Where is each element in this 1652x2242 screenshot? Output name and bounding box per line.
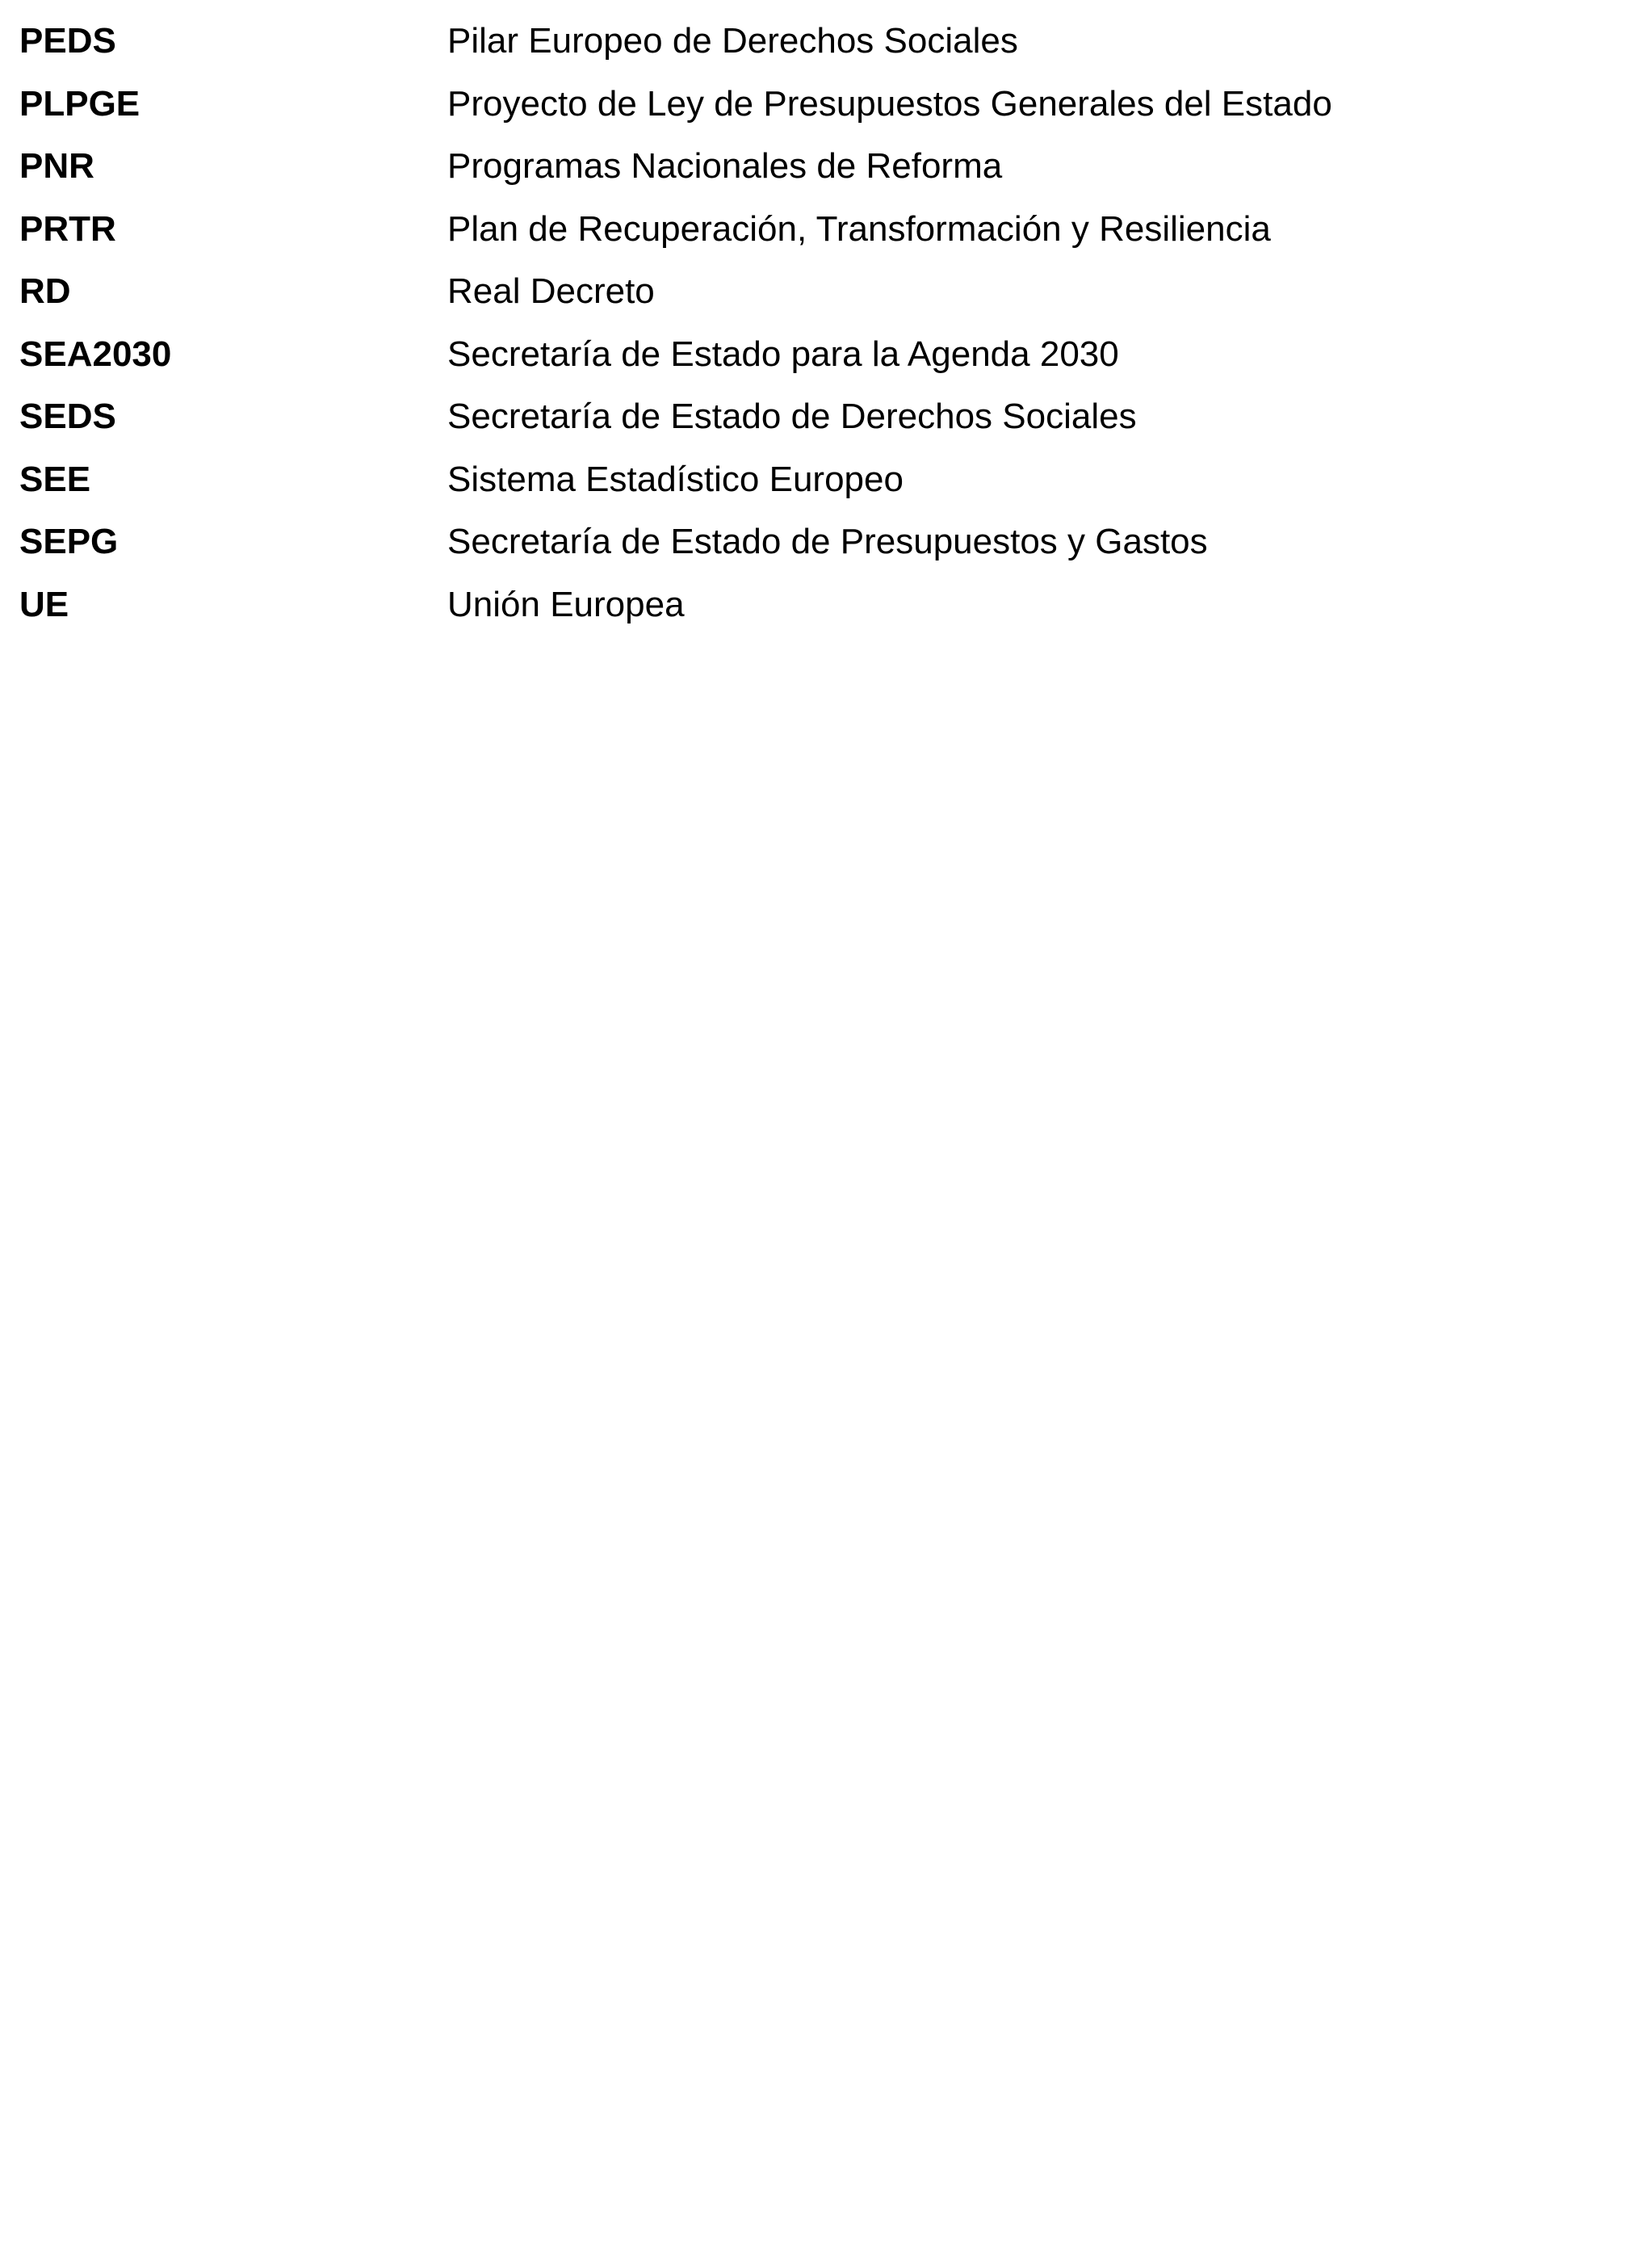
abbreviation-term: SEA2030 bbox=[19, 334, 172, 374]
glossary-row bbox=[19, 455, 1618, 518]
glossary-row bbox=[19, 330, 1618, 393]
glossary-row bbox=[19, 204, 1618, 267]
abbreviation-term: RD bbox=[19, 271, 71, 311]
glossary-row bbox=[19, 141, 1618, 204]
glossary-row bbox=[19, 392, 1618, 455]
glossary-row bbox=[19, 267, 1618, 330]
glossary-row bbox=[19, 580, 1618, 643]
abbreviation-term: PRTR bbox=[19, 208, 116, 249]
abbreviation-definition: Secretaría de Estado de Derechos Sociales bbox=[447, 397, 1137, 436]
abbreviation-term: SEPG bbox=[19, 522, 119, 561]
glossary-row bbox=[19, 517, 1618, 580]
abbreviation-definition: Programas Nacionales de Reforma bbox=[447, 146, 1003, 186]
abbreviation-term: UE bbox=[19, 584, 69, 624]
abbreviation-definition: Plan de Recuperación, Transformación y Resiliencia bbox=[447, 208, 1271, 249]
abbreviation-term: SEE bbox=[19, 459, 91, 499]
glossary-row bbox=[19, 79, 1618, 142]
abbreviation-definition: Secretaría de Estado de Presupuestos y Gastos bbox=[447, 522, 1208, 561]
abbreviation-definition: Proyecto de Ley de Presupuestos Generales del Estado bbox=[447, 83, 1332, 124]
abbreviation-term: PLPGE bbox=[19, 83, 140, 124]
glossary-row bbox=[19, 16, 1618, 79]
abbreviation-term: SEDS bbox=[19, 397, 116, 436]
abbreviation-definition: Pilar Europeo de Derechos Sociales bbox=[447, 21, 1018, 61]
abbreviation-definition: Real Decreto bbox=[447, 271, 655, 311]
abbreviation-term: PNR bbox=[19, 146, 94, 186]
abbreviation-definition: Unión Europea bbox=[447, 584, 685, 624]
abbreviation-list bbox=[19, 16, 1618, 642]
abbreviation-definition: Secretaría de Estado para la Agenda 2030 bbox=[447, 334, 1119, 374]
abbreviation-definition: Sistema Estadístico Europeo bbox=[447, 459, 904, 499]
abbreviation-term: PEDS bbox=[19, 21, 116, 61]
